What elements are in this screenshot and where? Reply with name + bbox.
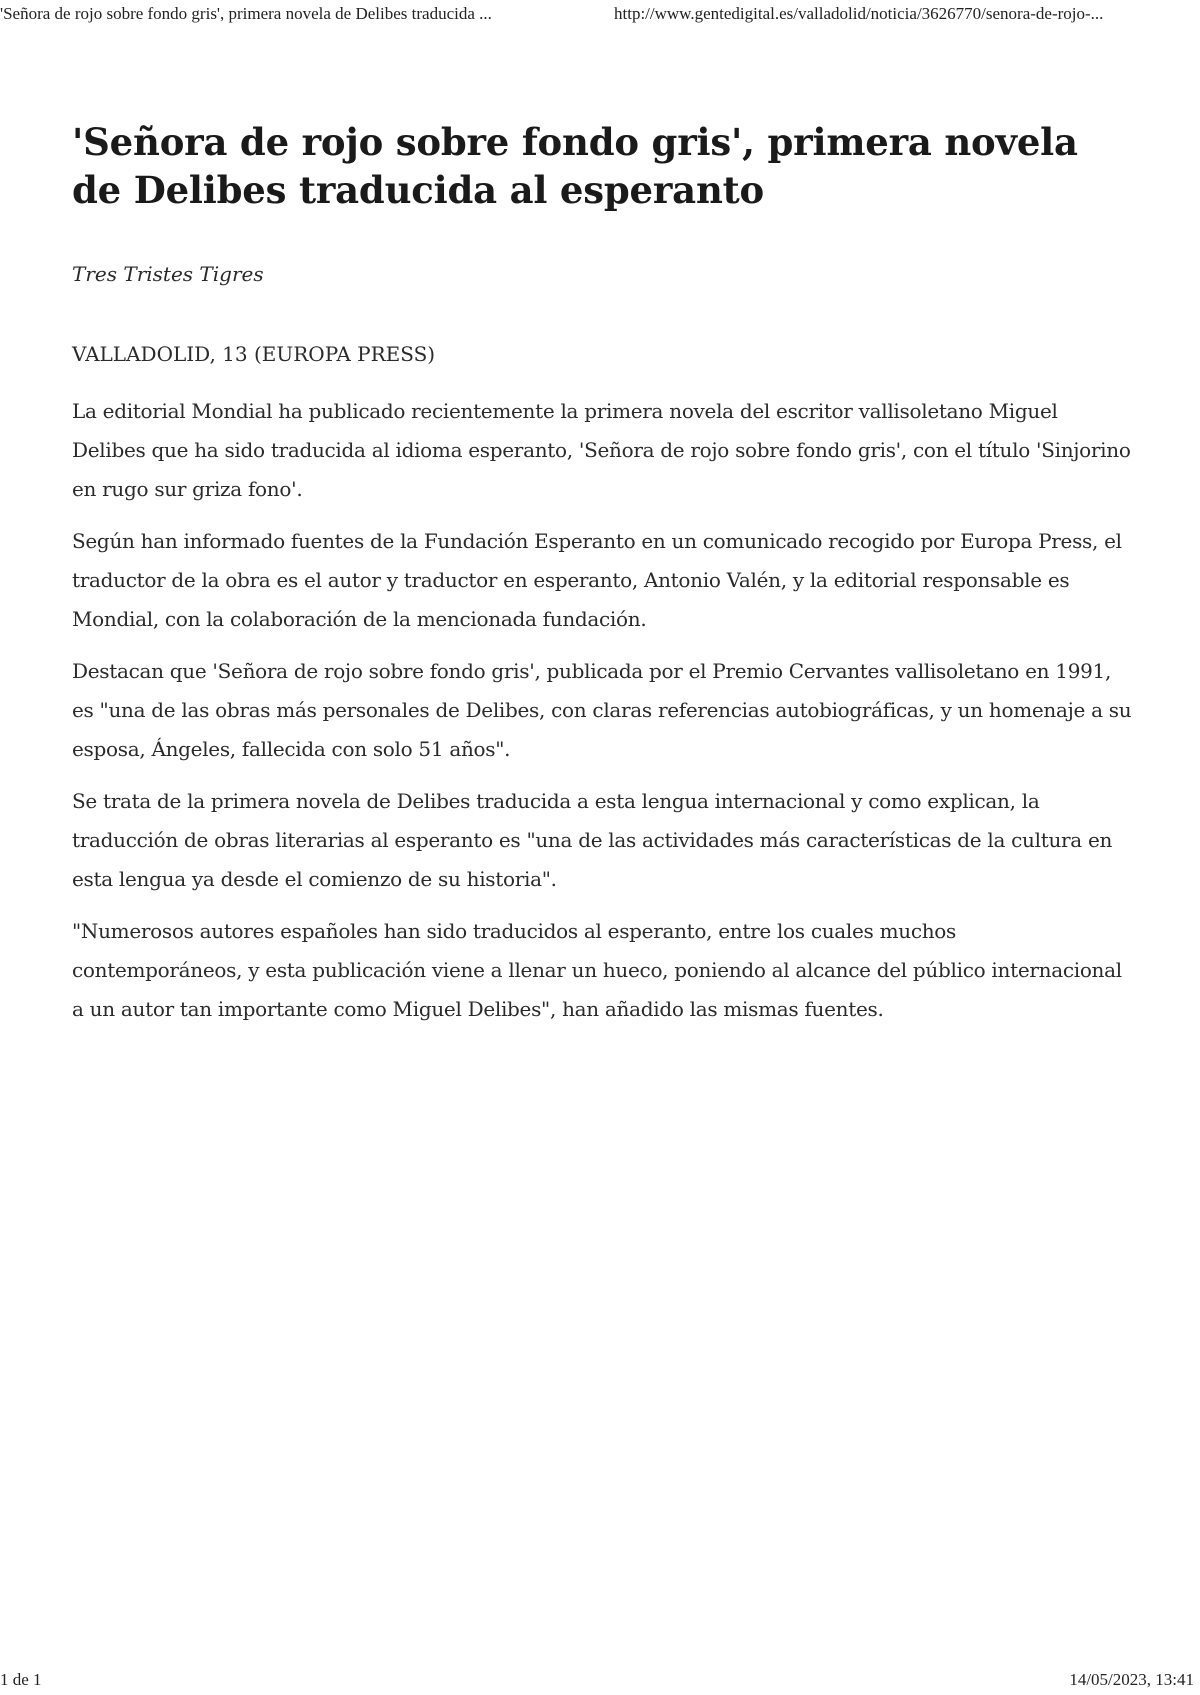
article-paragraph: Se trata de la primera novela de Delibes traducida a esta lengua internacional y como explican, la traducción de obras literarias al esperanto es "una de las actividades más características de la cultura en esta lengua ya desde el comienzo de su historia". xyxy=(72,789,1113,891)
article-byline: Tres Tristes Tigres xyxy=(72,262,264,286)
article-paragraph: La editorial Mondial ha publicado recientemente la primera novela del escritor vallisoletano Miguel Delibes que ha sido traducida al idioma esperanto, 'Señora de rojo sobre fondo gris', con el título 'Sinjorino en rugo sur griza fono'. xyxy=(72,399,1131,501)
article xyxy=(72,118,1132,1021)
article-headline: 'Señora de rojo sobre fondo gris', primera novela de Delibes traducida al esperanto xyxy=(72,120,1078,212)
article-paragraph: Según han informado fuentes de la Fundación Esperanto en un comunicado recogido por Europa Press, el traductor de la obra es el autor y traductor en esperanto, Antonio Valén, y la editorial responsable es Mondial, con la colaboración de la mencionada fundación. xyxy=(72,529,1122,631)
print-header-title: 'Señora de rojo sobre fondo gris', primera novela de Delibes traducida ... xyxy=(0,4,492,23)
article-paragraph: "Numerosos autores españoles han sido traducidos al esperanto, entre los cuales muchos contemporáneos, y esta publicación viene a llenar un hueco, poniendo al alcance del público internacional a un autor tan importante como Miguel Delibes", han añadido las mismas fuentes. xyxy=(72,919,1122,1021)
article-dateline: VALLADOLID, 13 (EUROPA PRESS) xyxy=(72,342,436,366)
print-footer-page: 1 de 1 xyxy=(0,1670,42,1689)
article-body xyxy=(72,392,1132,1042)
print-footer-timestamp: 14/05/2023, 13:41 xyxy=(1069,1670,1194,1689)
article-paragraph: Destacan que 'Señora de rojo sobre fondo gris', publicada por el Premio Cervantes vallisoletano en 1991, es "una de las obras más personales de Delibes, con claras referencias autobiográficas, y un homenaje a su esposa, Ángeles, fallecida con solo 51 años". xyxy=(72,659,1132,761)
print-header-url: http://www.gentedigital.es/valladolid/noticia/3626770/senora-de-rojo-... xyxy=(614,4,1104,23)
